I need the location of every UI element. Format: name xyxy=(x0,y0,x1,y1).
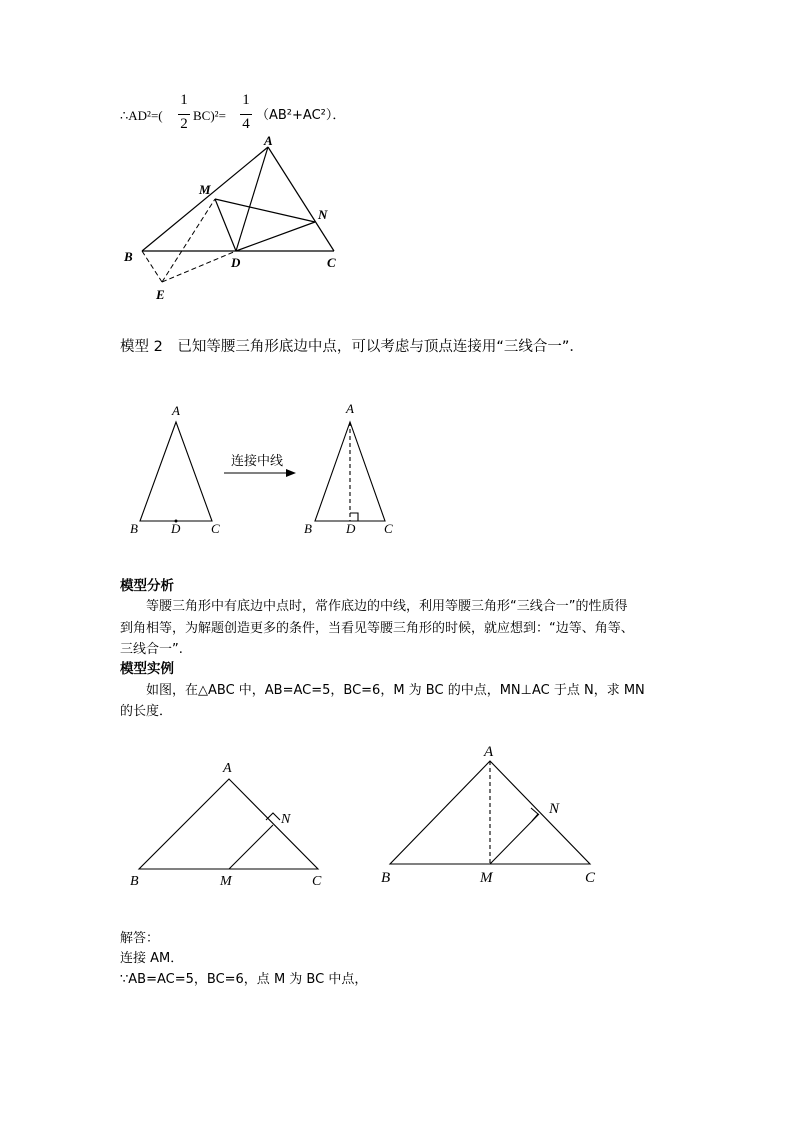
segment-ed xyxy=(162,251,236,282)
left-label-c: C xyxy=(211,521,220,536)
left-label-b: B xyxy=(130,521,138,536)
right-label-d: D xyxy=(346,521,356,536)
right-label-a: A xyxy=(346,401,354,416)
label-m: M xyxy=(199,182,211,197)
formula-prefix: ∴AD²=( xyxy=(120,108,163,123)
formula-suffix: （AB²+AC²）． xyxy=(256,108,346,123)
right-label-c: C xyxy=(384,521,393,536)
left-label-a: A xyxy=(223,761,232,776)
fraction-2-numerator: 1 xyxy=(242,92,250,108)
right-label-b: B xyxy=(381,870,391,886)
arrow-head xyxy=(286,469,296,477)
example-line-1: 如图，在△ABC 中，AB=AC=5，BC=6，M 为 BC 的中点，MN⊥AC 于点 N，求 MN xyxy=(146,683,645,698)
label-d: D xyxy=(231,255,241,270)
left-label-c: C xyxy=(312,874,322,889)
left-label-m: M xyxy=(220,874,232,889)
answer-heading: 解答： xyxy=(120,931,160,946)
label-e: E xyxy=(156,287,165,302)
segment-ab xyxy=(142,147,268,251)
label-b: B xyxy=(124,249,133,264)
answer-line-2: ∵AB=AC=5，BC=6，点 M 为 BC 中点， xyxy=(120,972,368,987)
label-c: C xyxy=(327,255,336,270)
right-segment-mn xyxy=(490,814,539,864)
segment-mn xyxy=(215,199,315,222)
left-label-n: N xyxy=(281,812,291,827)
segment-md xyxy=(215,199,236,251)
example-line-2: 的长度． xyxy=(120,704,173,719)
fraction-2-bar xyxy=(240,114,252,115)
left-label-d: D xyxy=(171,521,181,536)
analysis-line-3: 三线合一”. xyxy=(120,642,183,657)
fraction-1-denominator: 2 xyxy=(180,116,188,132)
analysis-line-1: 等腰三角形中有底边中点时，常作底边的中线，利用等腰三角形“三线合一”的性质得 xyxy=(146,599,628,614)
fraction-1-bar xyxy=(178,114,190,115)
label-a: A xyxy=(264,135,273,148)
model-2-title: 模型 2 已知等腰三角形底边中点，可以考虑与顶点连接用“三线合一”． xyxy=(120,339,584,355)
figure-1-triangle-construction xyxy=(110,135,360,310)
left-label-b: B xyxy=(130,874,139,889)
example-heading: 模型实例 xyxy=(120,661,174,677)
answer-line-1: 连接 AM． xyxy=(120,951,184,966)
figure-2-isosceles-median xyxy=(120,398,410,543)
fraction-1-numerator: 1 xyxy=(180,92,188,108)
segment-em xyxy=(162,199,215,282)
label-n: N xyxy=(318,207,328,222)
formula-mid: BC)²= xyxy=(193,108,226,123)
left-triangle xyxy=(140,422,212,521)
right-angle-mark xyxy=(350,513,358,521)
segment-dn xyxy=(236,222,315,251)
figure-3-example-triangles xyxy=(120,735,620,895)
left-label-a: A xyxy=(172,403,180,418)
right-label-c: C xyxy=(585,870,596,886)
left-segment-mn xyxy=(229,825,273,869)
arrow-label: 连接中线 xyxy=(231,454,284,469)
analysis-heading: 模型分析 xyxy=(120,578,174,594)
segment-be xyxy=(142,251,162,282)
segment-da xyxy=(236,147,268,251)
fraction-2-denominator: 4 xyxy=(242,116,250,132)
right-label-m: M xyxy=(480,870,493,886)
analysis-line-2: 到角相等，为解题创造更多的条件，当看见等腰三角形的时候，就应想到：“边等、角等、 xyxy=(120,621,634,636)
right-label-n: N xyxy=(549,801,560,817)
left-triangle-abc xyxy=(139,779,318,869)
right-label-a: A xyxy=(484,744,494,760)
right-label-b: B xyxy=(304,521,312,536)
